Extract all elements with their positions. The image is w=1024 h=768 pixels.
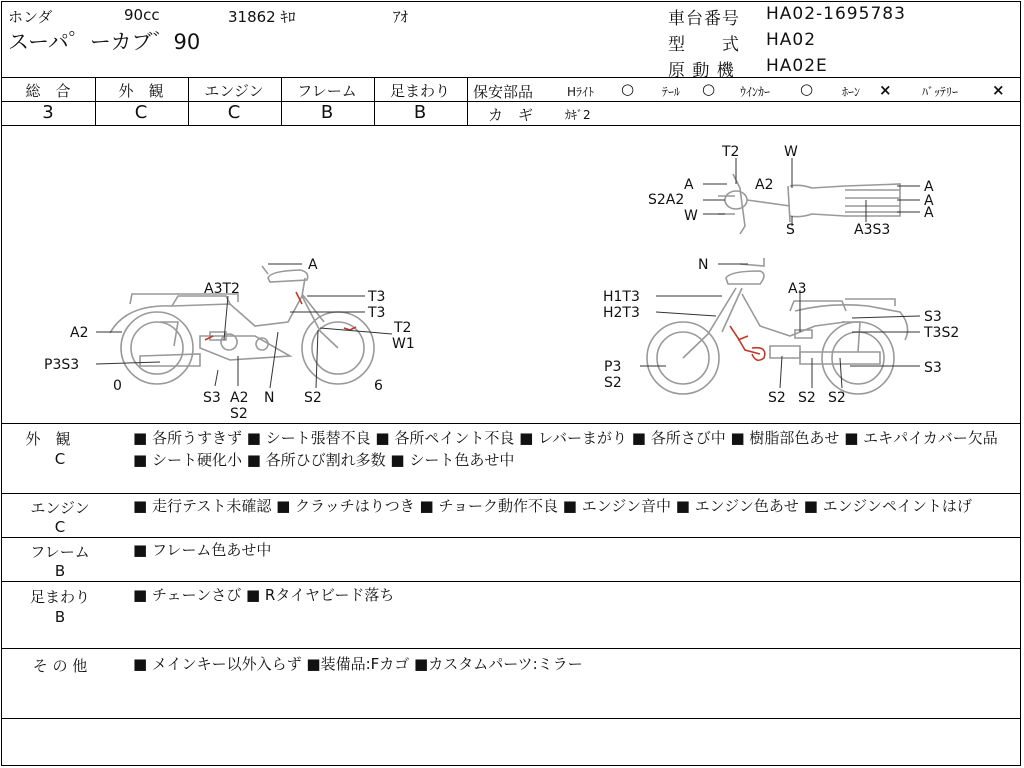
right-side-label: S2 bbox=[768, 390, 786, 406]
right-side-label: S3 bbox=[924, 360, 942, 376]
safety-mark-tail: ○ bbox=[702, 80, 716, 98]
safety-mark-horn: × bbox=[879, 81, 892, 99]
section-text-suspension: ■ チェーンさび ■ Rタイヤビード落ち bbox=[133, 586, 395, 604]
section-grade-frame: B bbox=[54, 562, 66, 580]
type-value: HA02 bbox=[766, 30, 817, 50]
grade-value-overall: 3 bbox=[42, 102, 54, 123]
grade-value-engine: C bbox=[227, 102, 241, 123]
section-label-frame: フレーム bbox=[30, 543, 90, 561]
safety-item-battery: ﾊﾞｯﾃﾘｰ bbox=[922, 85, 959, 99]
left-side-label: A3T2 bbox=[204, 281, 240, 297]
engine-value: HA02E bbox=[766, 56, 828, 76]
chassis-value: HA02-1695783 bbox=[766, 4, 906, 24]
right-side-label: S3 bbox=[924, 309, 942, 325]
top-view-label: A bbox=[924, 205, 934, 221]
divider bbox=[1, 423, 1021, 424]
left-side-label: 0 bbox=[113, 378, 122, 394]
section-label-other: そ の 他 bbox=[32, 657, 88, 675]
displacement: 90cc bbox=[124, 6, 160, 24]
engine-label: 原 動 機 bbox=[668, 61, 735, 81]
top-view-label: A3S3 bbox=[854, 222, 891, 238]
right-side-label: A3 bbox=[788, 281, 807, 297]
safety-label: 保安部品 bbox=[473, 83, 534, 101]
mileage: 31862 ｷﾛ bbox=[228, 8, 296, 26]
left-side-label: T2 bbox=[394, 320, 412, 336]
right-side-label: P3 bbox=[604, 359, 622, 375]
color: ｱｵ bbox=[393, 8, 409, 26]
divider bbox=[467, 77, 468, 125]
divider bbox=[1, 493, 1021, 494]
right-side-label: S2 bbox=[798, 390, 816, 406]
right-side-label: T3S2 bbox=[924, 325, 960, 341]
section-text-exterior: ■ 各所うすきず ■ シート張替不良 ■ 各所ペイント不良 ■ レバーまがり ■ 各所さび中 ■ 樹脂部色あせ ■ エキパイカバー欠品 ■ シート硬化小 ■ 各所ひび割れ多数 ■ シート色あせ中 bbox=[133, 429, 998, 469]
safety-item-tail: ﾃｰﾙ bbox=[662, 85, 681, 99]
leader-lines bbox=[96, 158, 920, 388]
divider bbox=[1, 718, 1021, 719]
divider bbox=[1, 648, 1021, 649]
top-view-label: A bbox=[684, 177, 694, 193]
top-view-label: W bbox=[784, 144, 798, 160]
safety-mark-battery: × bbox=[992, 81, 1005, 99]
grade-header-engine: エンジン bbox=[204, 82, 264, 100]
left-side-label: N bbox=[264, 390, 275, 406]
grade-header-exterior: 外 観 bbox=[118, 82, 164, 100]
top-view-label: A bbox=[924, 179, 934, 195]
left-side-label: 6 bbox=[374, 378, 383, 394]
top-view-label: A2 bbox=[755, 177, 774, 193]
right-side-label: S2 bbox=[604, 375, 622, 391]
key-value: ｶｷﾞ2 bbox=[565, 108, 591, 122]
section-grade-engine: C bbox=[54, 518, 66, 536]
grade-header-overall: 総 合 bbox=[25, 82, 71, 100]
safety-item-winker: ｳｲﾝｶｰ bbox=[740, 85, 771, 99]
left-side-label: S3 bbox=[203, 390, 221, 406]
model-name: スーパ゜ーカブ゛90 bbox=[8, 30, 201, 54]
left-side-label: T3 bbox=[368, 305, 386, 321]
right-side-label: H2T3 bbox=[603, 305, 640, 321]
chassis-label: 車台番号 bbox=[668, 9, 740, 29]
left-side-label: S2 bbox=[304, 390, 322, 406]
grade-header-frame: フレーム bbox=[297, 82, 357, 100]
safety-mark-winker: ○ bbox=[800, 80, 814, 98]
left-side-label: W1 bbox=[392, 336, 415, 352]
right-side-label: N bbox=[698, 257, 709, 273]
divider bbox=[1, 581, 1021, 582]
section-label-engine: エンジン bbox=[30, 499, 90, 517]
grade-value-frame: B bbox=[320, 102, 334, 123]
section-label-suspension: 足まわり bbox=[29, 588, 90, 606]
top-view-label: W bbox=[684, 208, 698, 224]
top-view-label: T2 bbox=[722, 144, 740, 160]
damage-diagram bbox=[0, 126, 1024, 424]
maker: ホンダ bbox=[8, 8, 53, 26]
left-side-label: A2 bbox=[230, 390, 249, 406]
divider bbox=[1, 77, 1021, 78]
safety-item-headlight: Hﾗｲﾄ bbox=[567, 85, 595, 99]
type-label: 型 式 bbox=[668, 35, 740, 55]
section-text-other: ■ メインキー以外入らず ■装備品:Fカゴ ■カスタムパーツ:ミラー bbox=[133, 655, 583, 673]
safety-item-horn: ﾎｰﾝ bbox=[842, 85, 861, 99]
right-side-label: H1T3 bbox=[603, 289, 640, 305]
section-label-exterior: 外 観 bbox=[25, 430, 71, 448]
top-view-label: S2A2 bbox=[648, 192, 685, 208]
grade-value-suspension: B bbox=[413, 102, 427, 123]
section-text-frame: ■ フレーム色あせ中 bbox=[133, 541, 272, 559]
left-side-bike-drawing bbox=[110, 266, 374, 384]
damage-marks bbox=[205, 292, 765, 360]
section-grade-exterior: C bbox=[54, 450, 66, 468]
left-side-label: P3S3 bbox=[44, 357, 80, 373]
safety-mark-headlight: ○ bbox=[621, 80, 635, 98]
section-grade-suspension: B bbox=[54, 608, 66, 626]
left-side-label: A bbox=[308, 257, 318, 273]
top-view-label: S bbox=[786, 222, 795, 238]
divider bbox=[468, 101, 1021, 102]
divider bbox=[1, 537, 1021, 538]
key-label: カ ギ bbox=[488, 106, 534, 124]
top-view-label: A bbox=[924, 193, 934, 209]
grade-header-suspension: 足まわり bbox=[389, 82, 450, 100]
left-side-label: T3 bbox=[368, 289, 386, 305]
left-side-label: S2 bbox=[230, 406, 248, 422]
grade-value-exterior: C bbox=[134, 102, 148, 123]
left-side-label: A2 bbox=[70, 325, 89, 341]
section-text-engine: ■ 走行テスト未確認 ■ クラッチはりつき ■ チョーク動作不良 ■ エンジン音中 ■ エンジン色あせ ■ エンジンペイントはげ bbox=[133, 497, 972, 515]
right-side-bike-drawing bbox=[647, 258, 908, 394]
right-side-label: S2 bbox=[828, 390, 846, 406]
